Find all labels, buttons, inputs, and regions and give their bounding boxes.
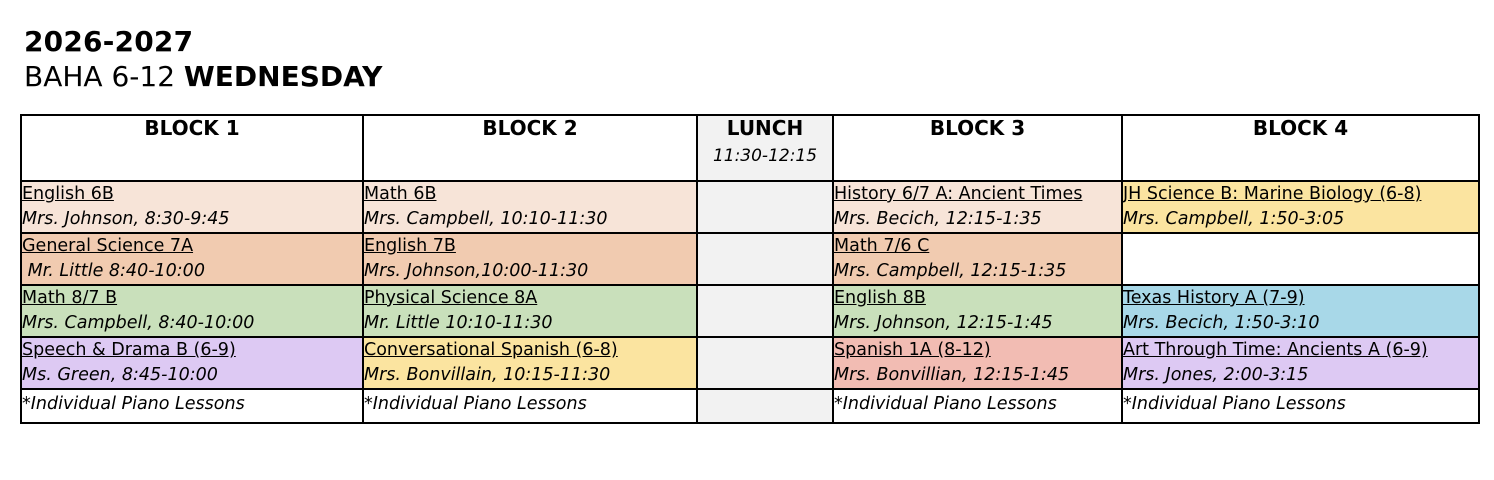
class-cell: [21, 285, 363, 337]
class-teacher-time: Mrs. Johnson, 12:15-1:45: [834, 313, 1053, 333]
block-3-header: BLOCK 3: [833, 115, 1122, 181]
class-cell: [833, 181, 1122, 233]
block-2-header: BLOCK 2: [363, 115, 697, 181]
piano-lessons-note: *Individual Piano Lessons: [363, 389, 697, 423]
class-cell: [21, 337, 363, 389]
class-teacher-time: Mrs. Campbell, 8:40-10:00: [22, 313, 255, 333]
class-teacher-time: Mrs. Campbell, 1:50-3:05: [1123, 209, 1345, 229]
lunch-cell: [697, 337, 833, 389]
class-name: English 7B: [364, 236, 456, 256]
block-4-header: BLOCK 4: [1122, 115, 1479, 181]
lunch-cell: [697, 389, 833, 423]
class-cell: [1122, 181, 1479, 233]
class-name: Texas History A (7-9): [1123, 288, 1305, 308]
class-name: Art Through Time: Ancients A (6-9): [1123, 340, 1428, 360]
school-name: BAHA 6-12: [24, 60, 184, 93]
class-teacher-time: Mrs. Jones, 2:00-3:15: [1123, 365, 1309, 385]
school-year-title: 2026-2027: [24, 25, 194, 58]
class-cell: [833, 233, 1122, 285]
class-name: Speech & Drama B (6-9): [22, 340, 236, 360]
lunch-cell: [697, 233, 833, 285]
class-teacher-time: Mrs. Bonvillain, 10:15-11:30: [364, 365, 611, 385]
class-name: English 6B: [22, 184, 114, 204]
class-name: Conversational Spanish (6-8): [364, 340, 618, 360]
lunch-header: [697, 115, 833, 181]
class-teacher-time: Mrs. Campbell, 10:10-11:30: [364, 209, 608, 229]
class-name: Math 8/7 B: [22, 288, 118, 308]
class-name: Math 7/6 C: [834, 236, 930, 256]
schedule-row-4: [21, 337, 1479, 389]
class-cell: [833, 285, 1122, 337]
class-cell: [363, 285, 697, 337]
class-name: Physical Science 8A: [364, 288, 538, 308]
class-teacher-time: Ms. Green, 8:45-10:00: [22, 365, 218, 385]
class-cell: [363, 337, 697, 389]
schedule-subtitle: [24, 60, 382, 94]
class-cell: [1122, 337, 1479, 389]
class-teacher-time: Mrs. Becich, 1:50-3:10: [1123, 313, 1320, 333]
class-name: General Science 7A: [22, 236, 194, 256]
class-teacher-time: Mrs. Becich, 12:15-1:35: [834, 209, 1042, 229]
class-teacher-time: Mrs. Johnson,10:00-11:30: [364, 261, 589, 281]
piano-lessons-note: *Individual Piano Lessons: [1122, 389, 1479, 423]
class-cell: [833, 337, 1122, 389]
class-teacher-time: Mr. Little 8:40-10:00: [22, 261, 205, 281]
lunch-label: LUNCH: [726, 116, 804, 140]
lunch-time: 11:30-12:15: [712, 146, 818, 166]
block-1-header: BLOCK 1: [21, 115, 363, 181]
class-teacher-time: Mr. Little 10:10-11:30: [364, 313, 553, 333]
weekday-label: WEDNESDAY: [183, 60, 383, 93]
piano-lessons-note: *Individual Piano Lessons: [21, 389, 363, 423]
class-name: Spanish 1A (8-12): [834, 340, 991, 360]
class-cell: [21, 233, 363, 285]
empty-class-cell: [1122, 233, 1479, 285]
class-cell: [21, 181, 363, 233]
schedule-row-2: [21, 233, 1479, 285]
class-teacher-time: Mrs. Campbell, 12:15-1:35: [834, 261, 1067, 281]
class-cell: [363, 233, 697, 285]
lunch-cell: [697, 285, 833, 337]
class-name: JH Science B: Marine Biology (6-8): [1123, 184, 1422, 204]
piano-lessons-row: [21, 389, 1479, 423]
document-header: [24, 24, 382, 94]
lunch-cell: [697, 181, 833, 233]
schedule-table: [20, 114, 1480, 424]
header-row: [21, 115, 1479, 181]
class-teacher-time: Mrs. Johnson, 8:30-9:45: [22, 209, 230, 229]
class-cell: [363, 181, 697, 233]
class-name: English 8B: [834, 288, 926, 308]
piano-lessons-note: *Individual Piano Lessons: [833, 389, 1122, 423]
class-teacher-time: Mrs. Bonvillian, 12:15-1:45: [834, 365, 1070, 385]
class-name: Math 6B: [364, 184, 437, 204]
class-name: History 6/7 A: Ancient Times: [834, 184, 1083, 204]
schedule-row-3: [21, 285, 1479, 337]
schedule-row-1: [21, 181, 1479, 233]
class-cell: [1122, 285, 1479, 337]
